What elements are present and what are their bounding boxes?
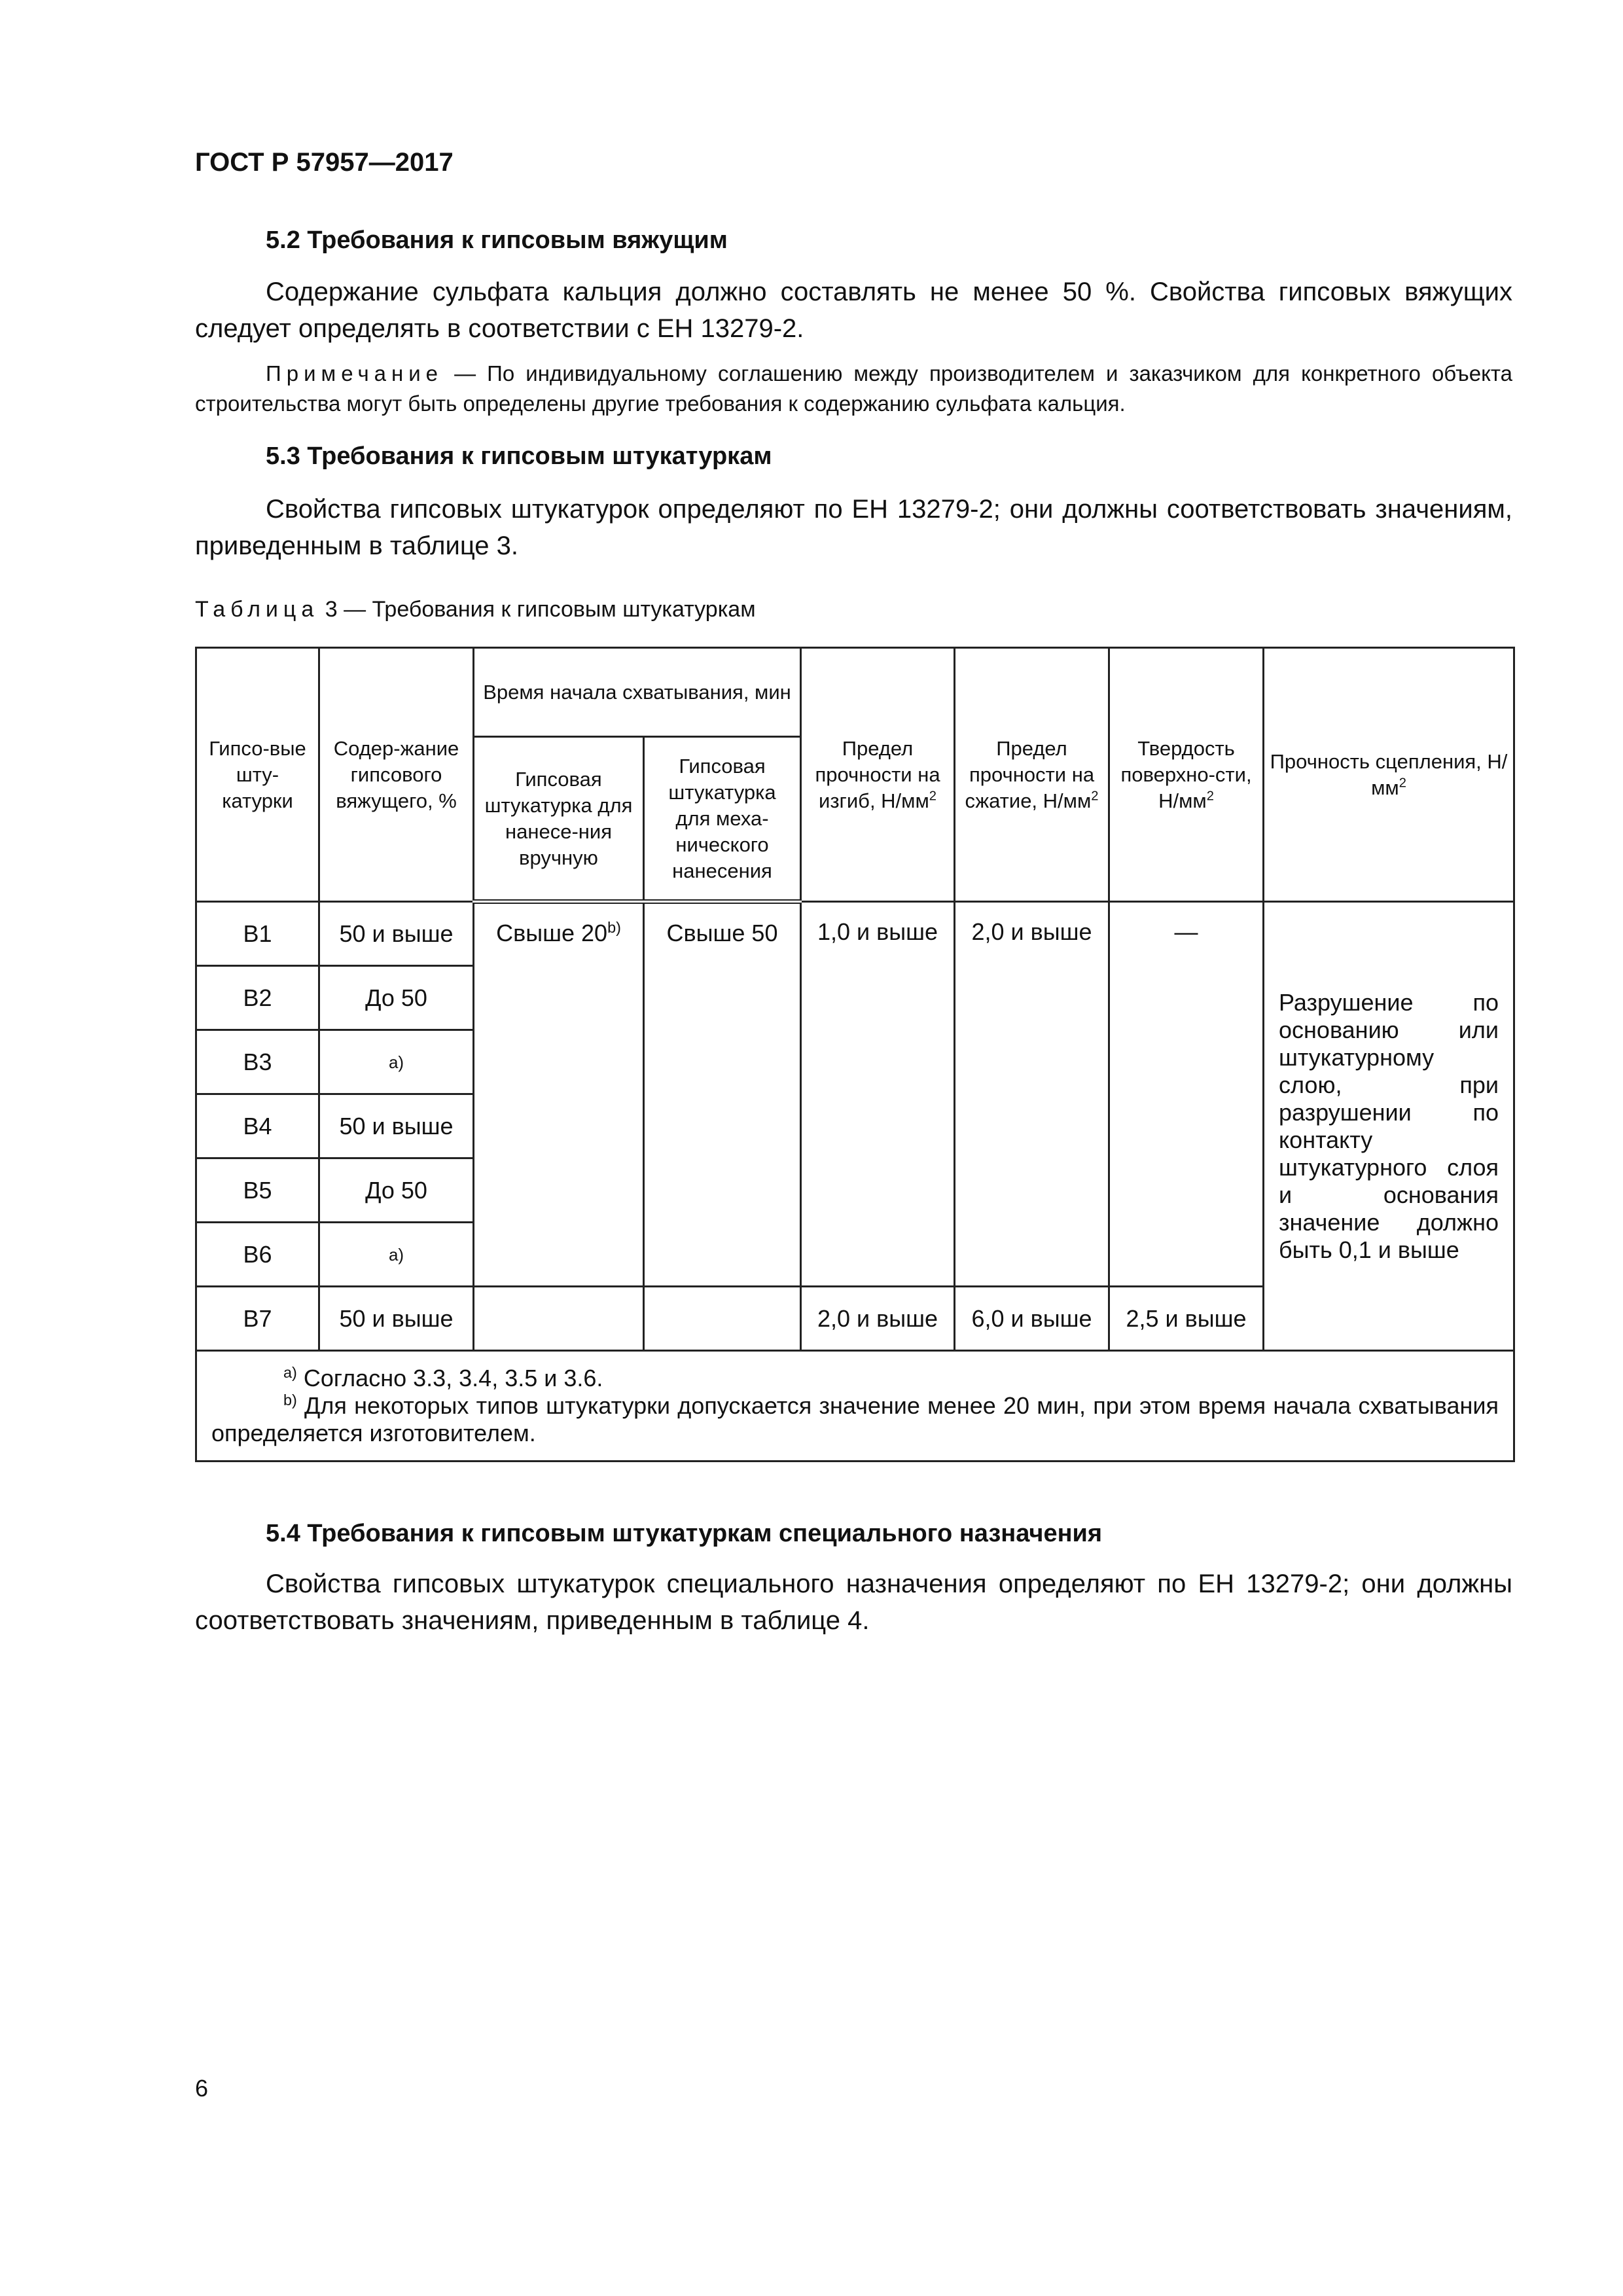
adhesion-strength-value: Разрушение по основанию или штукатурному слою, при разрушении по контакту штукатурного слоя и основания значение должно быть 0,1 и выше bbox=[1264, 902, 1514, 1351]
table-row bbox=[196, 902, 1514, 966]
binder-content: 50 и выше bbox=[319, 1287, 474, 1351]
binder-content-footnote-ref: а) bbox=[319, 1223, 474, 1287]
header-binder-content: Содер-жание гипсового вяжущего, % bbox=[319, 648, 474, 902]
footnote-mark: b) bbox=[283, 1391, 297, 1408]
table-footnotes-row bbox=[196, 1351, 1514, 1462]
flexural-strength: 1,0 и выше bbox=[801, 902, 955, 1287]
plaster-code: B6 bbox=[196, 1223, 319, 1287]
setting-time-manual: Свыше 20$^{b)}$ bbox=[474, 902, 644, 1287]
header-compressive-strength: Предел прочности на сжатие, $Н/мм^2$ bbox=[955, 648, 1109, 902]
binder-content: 50 и выше bbox=[319, 902, 474, 966]
section-5-2-paragraph: Содержание сульфата кальция должно составлять не менее 50 %. Свойства гипсовых вяжущих следует определять в соответствии с ЕН 13279-2. bbox=[195, 278, 1512, 343]
plaster-code: B5 bbox=[196, 1158, 319, 1223]
binder-content-footnote-ref: а) bbox=[319, 1030, 474, 1094]
footnote-mark: a) bbox=[283, 1364, 297, 1381]
note-text: — По индивидуальному соглашению между производителем и заказчиком для конкретного объекта строительства могут быть определены другие требования к содержанию сульфата кальция. bbox=[195, 361, 1512, 416]
document-header: ГОСТ Р 57957—2017 bbox=[195, 148, 454, 177]
table-caption-text: 3 — Требования к гипсовым штукатуркам bbox=[319, 597, 756, 622]
section-5-2-note bbox=[195, 359, 1512, 419]
footnote-b: $^{b)}$ Для некоторых типов штукатурки допускается значение менее 20 мин, при этом время начала схватывания определяется изготовителем. bbox=[211, 1391, 1499, 1446]
setting-time-machine-empty bbox=[644, 1287, 801, 1351]
table-3-caption bbox=[195, 597, 1512, 622]
compressive-strength: 2,0 и выше bbox=[955, 902, 1109, 1287]
table-caption-label: Таблица bbox=[195, 597, 319, 622]
setting-time-machine: Свыше 50 bbox=[644, 902, 801, 1287]
plaster-code: B1 bbox=[196, 902, 319, 966]
section-5-3-paragraph: Свойства гипсовых штукатурок определяют по ЕН 13279-2; они должны соответствовать значениям, приведенным в таблице 3. bbox=[195, 495, 1512, 560]
binder-content: До 50 bbox=[319, 966, 474, 1030]
header-manual-application: Гипсовая штукатурка для нанесе-ния вручную bbox=[474, 737, 644, 902]
header-setting-time: Время начала схватывания, мин bbox=[474, 648, 801, 737]
superscript-2: 2 bbox=[1091, 789, 1099, 804]
binder-content: 50 и выше bbox=[319, 1094, 474, 1158]
plaster-code: B4 bbox=[196, 1094, 319, 1158]
setting-time-manual-empty bbox=[474, 1287, 644, 1351]
section-5-2-title: 5.2 Требования к гипсовым вяжущим bbox=[266, 226, 728, 254]
plaster-code: B7 bbox=[196, 1287, 319, 1351]
plaster-code: B2 bbox=[196, 966, 319, 1030]
plaster-code: B3 bbox=[196, 1030, 319, 1094]
header-flexural-strength: Предел прочности на изгиб, $Н/мм^2$ bbox=[801, 648, 955, 902]
compressive-strength: 6,0 и выше bbox=[955, 1287, 1109, 1351]
section-5-4-paragraph: Свойства гипсовых штукатурок специального назначения определяют по ЕН 13279-2; они должны соответствовать значениям, приведенным в таблице 4. bbox=[195, 1570, 1512, 1635]
section-5-3-title: 5.3 Требования к гипсовым штукатуркам bbox=[266, 442, 772, 470]
note-label: Примечание bbox=[266, 361, 444, 386]
page-number: 6 bbox=[195, 2075, 209, 2102]
header-plaster: Гипсо-вые шту-катурки bbox=[196, 648, 319, 902]
flexural-strength: 2,0 и выше bbox=[801, 1287, 955, 1351]
table-footnotes bbox=[196, 1351, 1514, 1462]
binder-content: До 50 bbox=[319, 1158, 474, 1223]
section-5-4-title: 5.4 Требования к гипсовым штукатуркам специального назначения bbox=[266, 1520, 1103, 1547]
superscript-2: 2 bbox=[929, 789, 936, 804]
footnote-a: $^{a)}$ Согласно 3.3, 3.4, 3.5 и 3.6. bbox=[283, 1364, 603, 1391]
superscript-2: 2 bbox=[1399, 776, 1406, 791]
header-machine-application: Гипсовая штукатурка для меха-нического нанесения bbox=[644, 737, 801, 902]
table-3 bbox=[195, 647, 1515, 1462]
header-surface-hardness: Твердость поверхно-сти, $Н/мм^2$ bbox=[1109, 648, 1264, 902]
superscript-2: 2 bbox=[1206, 789, 1214, 804]
surface-hardness: — bbox=[1109, 902, 1264, 1287]
header-adhesion-strength: Прочность сцепления, $Н/мм^2$ bbox=[1264, 648, 1514, 902]
footnote-b-mark: b) bbox=[607, 919, 621, 936]
surface-hardness: 2,5 и выше bbox=[1109, 1287, 1264, 1351]
